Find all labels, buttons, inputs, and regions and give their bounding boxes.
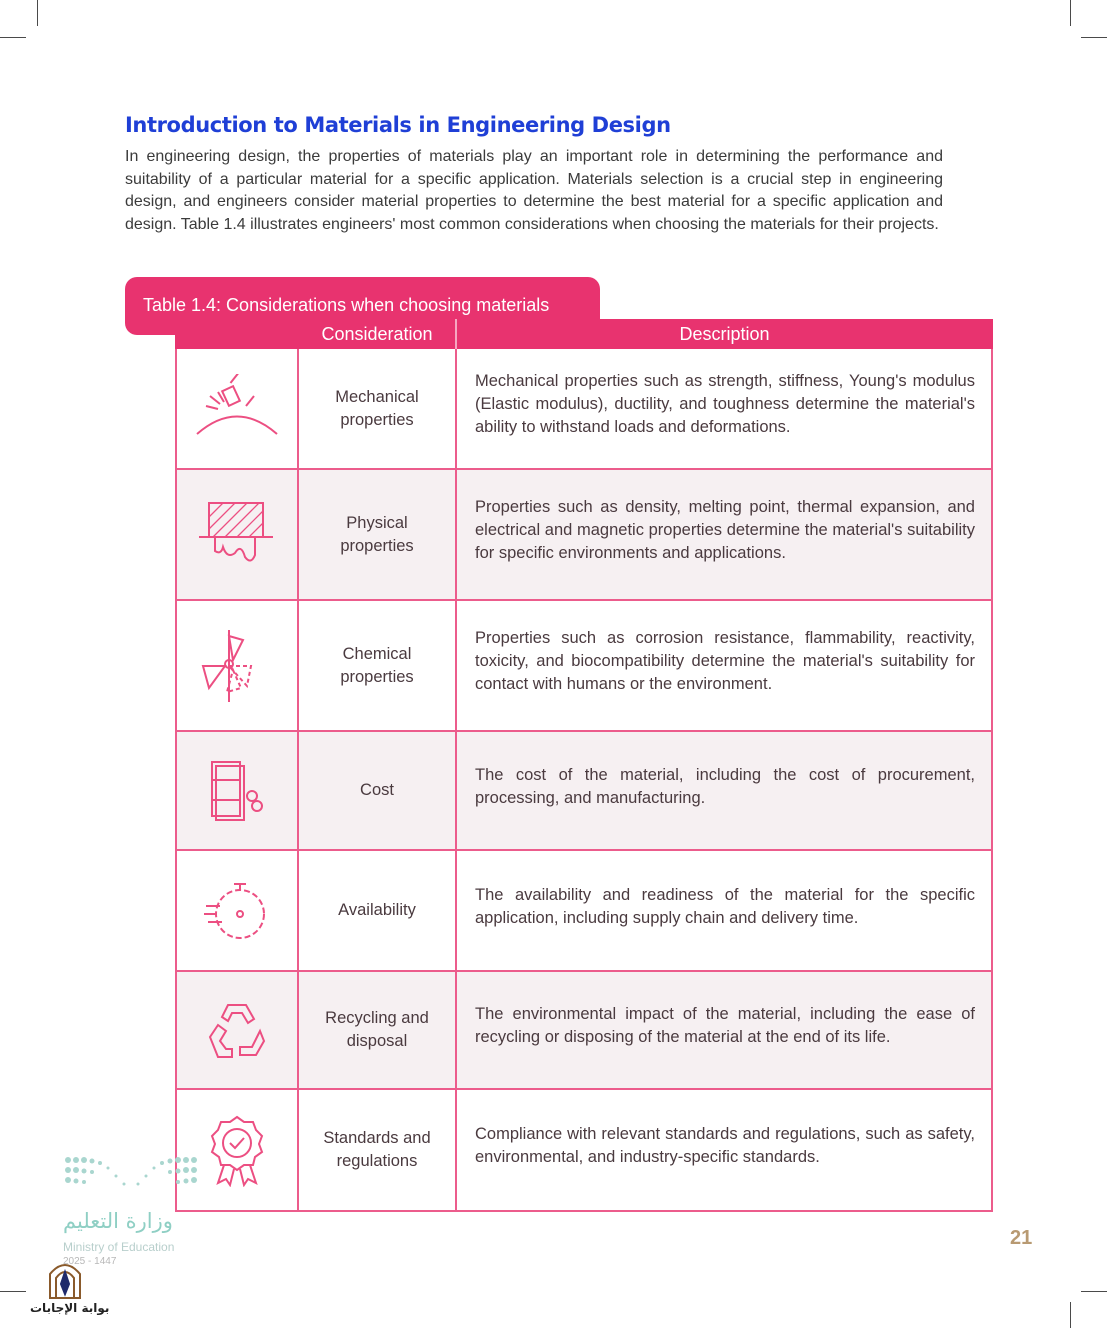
description-text: Properties such as density, melting point, thermal expansion, and electrical and magnetic properties determine the material's suitability for specific environments and applications.	[475, 498, 975, 562]
column-divider	[455, 349, 457, 1212]
ministry-logo-dots	[64, 1154, 199, 1194]
column-divider	[297, 349, 299, 1212]
page-number: 21	[1010, 1227, 1033, 1249]
description-text: Compliance with relevant standards and regulations, such as safety, environmental, and industry-specific standards.	[475, 1125, 975, 1166]
description-text: Properties such as corrosion resistance, flammability, reactivity, toxicity, and biocompatibility determine the material's suitability for contact with humans or the environment.	[475, 629, 975, 693]
crop-mark	[1070, 0, 1071, 26]
description-text: The availability and readiness of the material for the specific application, including supply chain and delivery time.	[475, 885, 975, 927]
watermark-label: بوابة الإجابات	[30, 1301, 110, 1315]
section-heading: Introduction to Materials in Engineering Design	[125, 113, 671, 137]
description-text: The environmental impact of the material, including the ease of recycling or disposing of the material at the end of its life.	[475, 1005, 975, 1046]
ministry-year: 2025 - 1447	[63, 1256, 117, 1267]
crop-mark	[0, 37, 26, 38]
consideration-label: Availability	[338, 901, 416, 919]
table-header	[175, 319, 993, 349]
cost-document-coins-icon	[175, 732, 298, 849]
consideration-label: Recycling and disposal	[325, 1009, 429, 1050]
consideration-label: Cost	[360, 781, 394, 799]
crop-mark	[1081, 1291, 1107, 1292]
description-text: The cost of the material, including the cost of procurement, processing, and manufacturing.	[475, 765, 975, 807]
crop-mark	[1081, 37, 1107, 38]
recycle-icon	[175, 972, 298, 1088]
watermark-logo-icon	[44, 1256, 86, 1300]
melting-block-icon	[175, 470, 298, 599]
consideration-label: Standards and regulations	[323, 1129, 431, 1170]
header-consideration: Consideration	[321, 324, 433, 344]
intro-paragraph: In engineering design, the properties of materials play an important role in determining the performance and suitability of a particular material for a specific application. Materials selection is a crucial step in engineering design, and engineers consider material properties to determine the best material for a specific application and design. Table 1.4 illustrates engineers' most common considerations when choosing the materials for their projects.	[125, 148, 943, 233]
ministry-name-english: Ministry of Education	[63, 1240, 175, 1254]
considerations-table	[175, 349, 993, 1212]
crop-mark	[37, 0, 38, 26]
stopwatch-icon	[175, 851, 298, 970]
consideration-label: Chemical properties	[340, 644, 414, 686]
header-description: Description	[679, 324, 770, 344]
hazard-symbol-icon	[175, 601, 298, 730]
consideration-label: Physical properties	[340, 513, 414, 555]
ministry-name-arabic: وزارة التعليم	[63, 1209, 173, 1233]
consideration-label: Mechanical properties	[335, 387, 419, 429]
crop-mark	[0, 1291, 26, 1292]
table-caption: Table 1.4: Considerations when choosing materials	[143, 295, 550, 315]
description-text: Mechanical properties such as strength, stiffness, Young's modulus (Elastic modulus), ductility, and toughness determine the material's ability to withstand loads and deformations.	[475, 372, 975, 436]
hammer-impact-icon	[175, 349, 298, 468]
crop-mark	[1070, 1302, 1071, 1328]
